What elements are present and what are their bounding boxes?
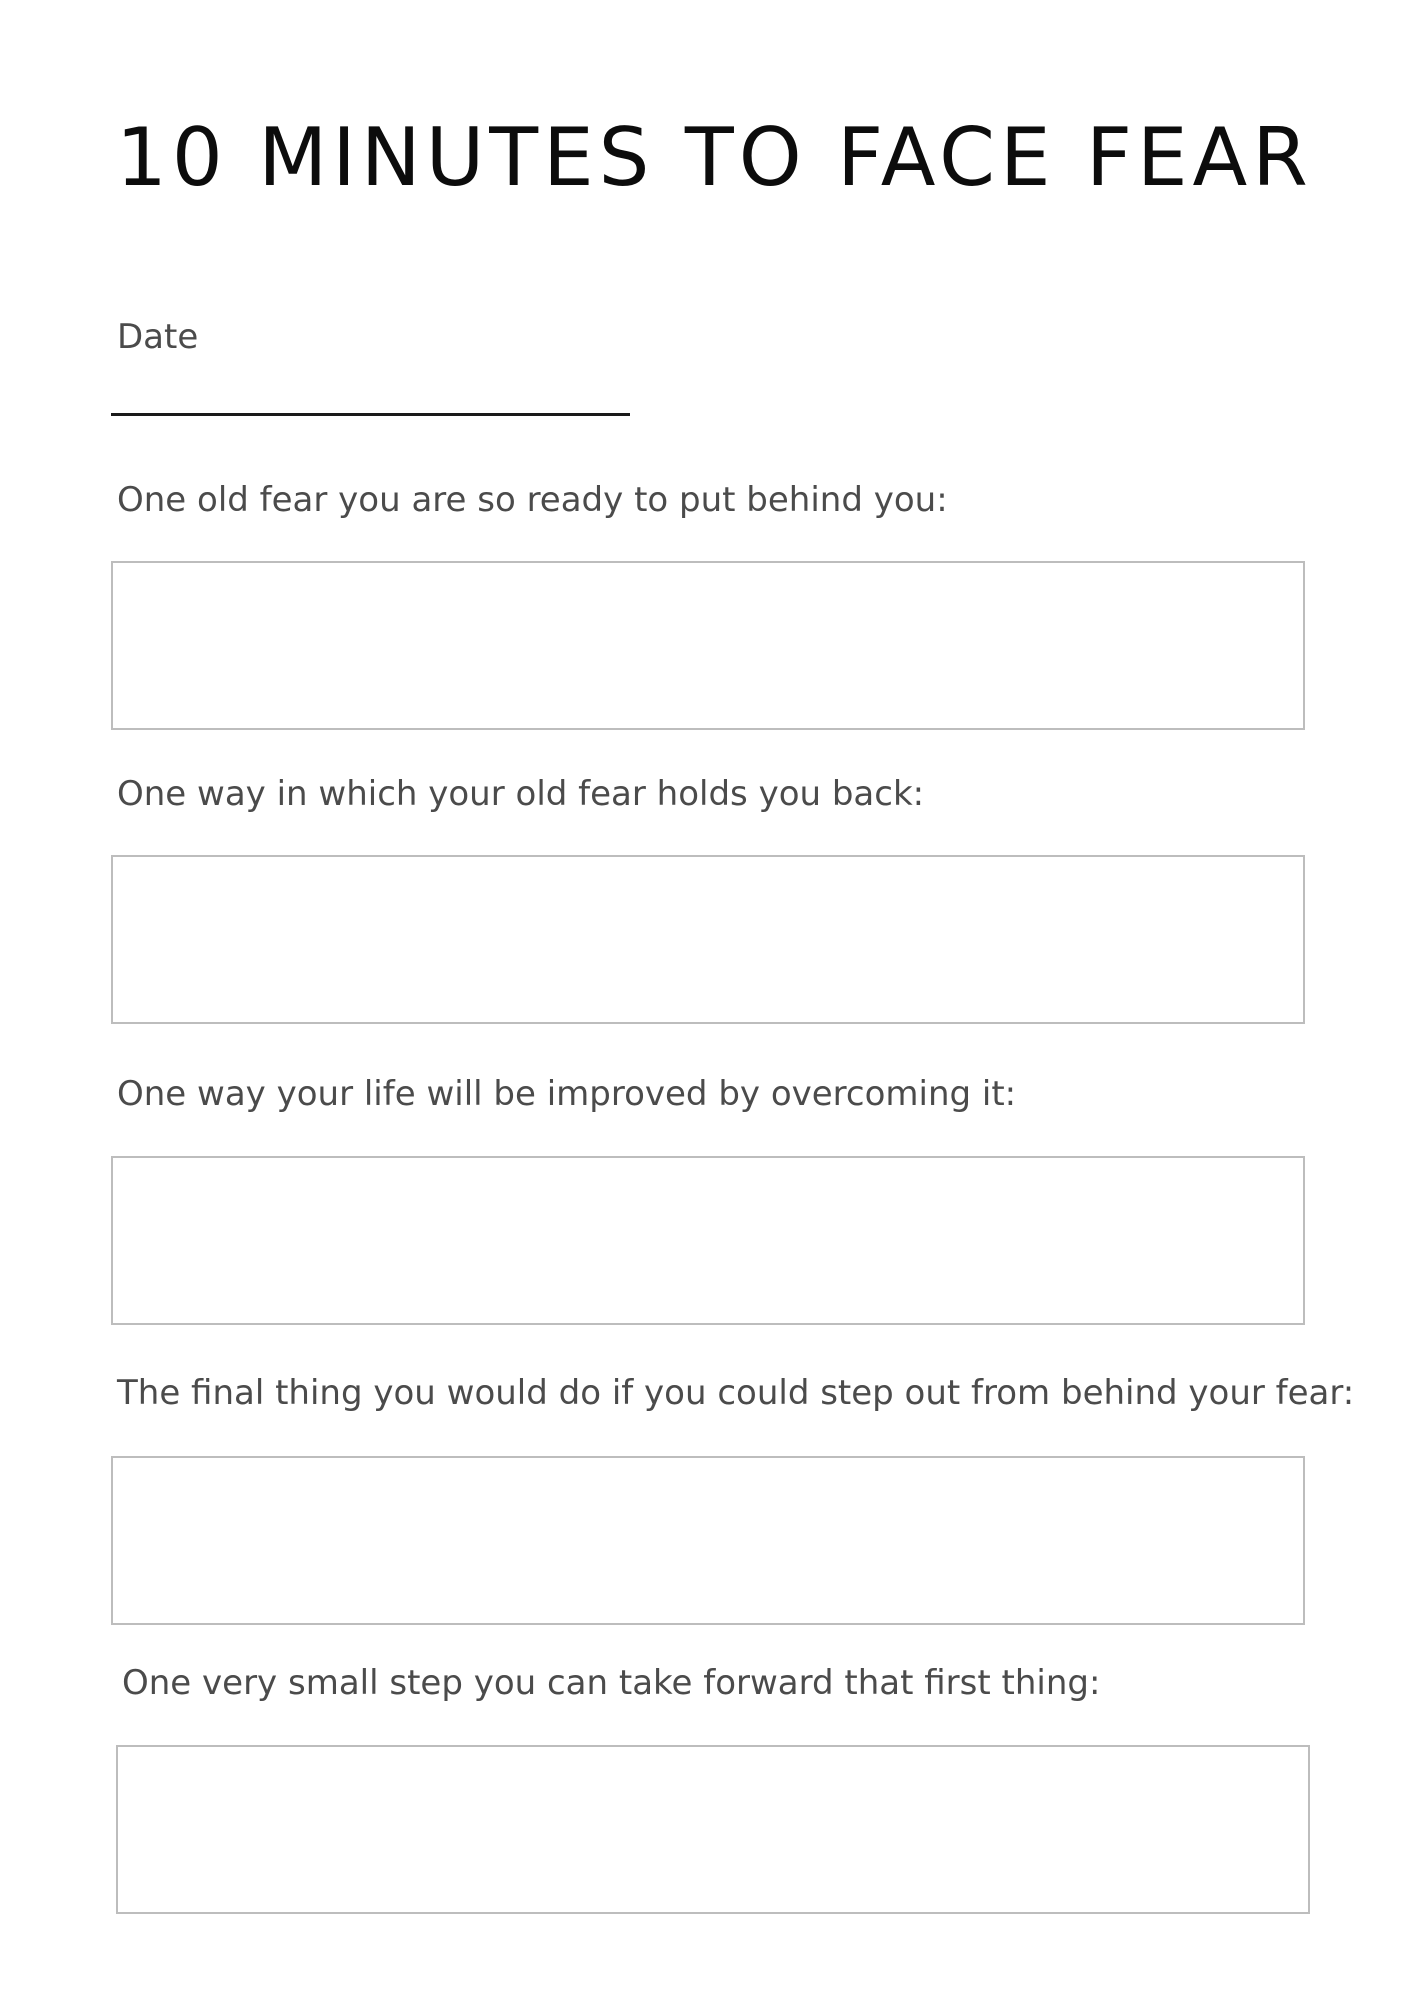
question-1-answer-box[interactable] [111,561,1305,730]
question-5-answer-box[interactable] [116,1745,1310,1914]
question-4-answer-box[interactable] [111,1456,1305,1625]
question-2-answer-box[interactable] [111,855,1305,1024]
question-3-label: One way your life will be improved by overcoming it: [117,1074,1017,1114]
date-label: Date [117,317,199,357]
date-field-line[interactable] [111,413,630,416]
page-title: 10 MINUTES TO FACE FEAR [116,111,1313,204]
question-1-label: One old fear you are so ready to put behind you: [117,480,948,520]
question-4-label: The final thing you would do if you could step out from behind your fear: [117,1373,1355,1413]
question-3-answer-box[interactable] [111,1156,1305,1325]
question-5-label: One very small step you can take forward that first thing: [122,1663,1101,1703]
question-2-label: One way in which your old fear holds you back: [117,774,925,814]
